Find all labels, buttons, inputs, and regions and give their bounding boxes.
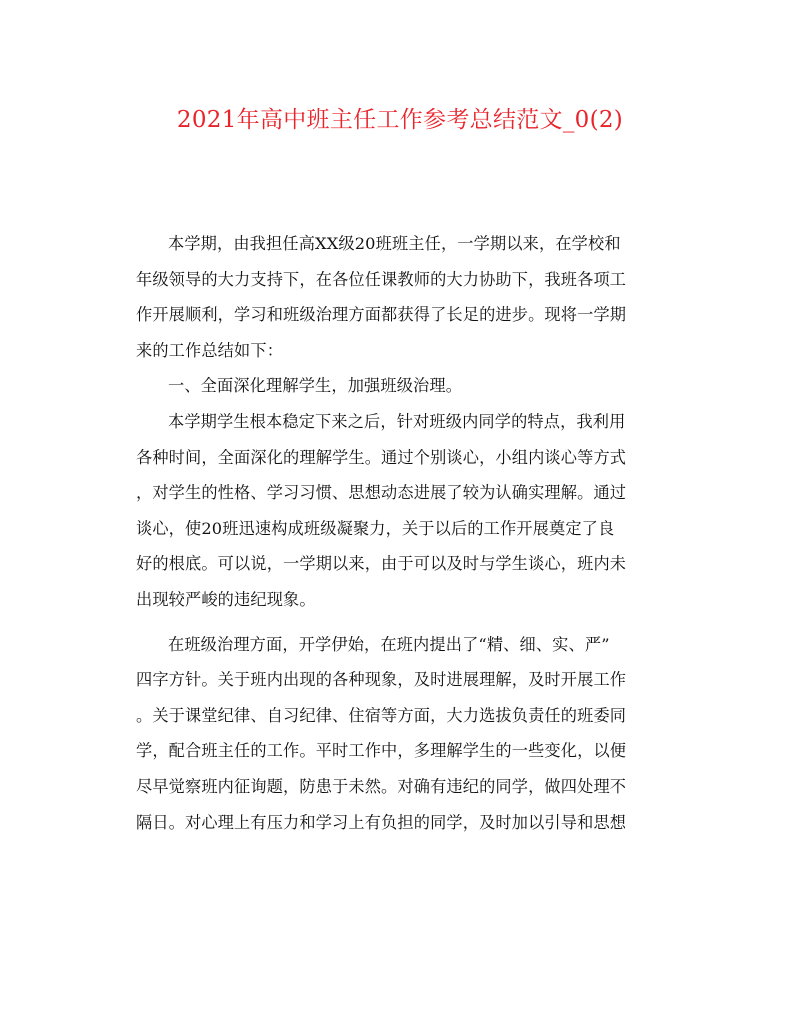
text-line: 尽早觉察班内征询题，防患于未然。对确有违纪的同学，做四处理不 bbox=[136, 776, 627, 796]
text-line: 各种时间，全面深化的理解学生。通过个别谈心，小组内谈心等方式 bbox=[136, 447, 627, 467]
text-line: 一、全面深化理解学生，加强班级治理。 bbox=[168, 376, 463, 396]
text-line: 作开展顺利，学习和班级治理方面都获得了长足的进步。现将一学期 bbox=[136, 305, 627, 325]
text-line: 来的工作总结如下： bbox=[136, 340, 284, 360]
text-line: 在班级治理方面，开学伊始，在班内提出了“精、细、实、严” bbox=[168, 634, 610, 654]
paragraph bbox=[136, 627, 656, 841]
paragraph-spacer bbox=[136, 618, 656, 627]
section-heading bbox=[136, 368, 656, 404]
paragraph bbox=[136, 404, 656, 618]
text-line: 四字方针。关于班内出现的各种现象，及时进展理解，及时开展工作 bbox=[136, 670, 627, 690]
text-line: 好的根底。可以说，一学期以来，由于可以及时与学生谈心，班内未 bbox=[136, 554, 627, 574]
document-body bbox=[136, 226, 656, 840]
text-line: 本学期学生根本稳定下来之后，针对班级内同学的特点，我利用 bbox=[168, 411, 626, 431]
text-line: 学，配合班主任的工作。平时工作中，多理解学生的一些变化，以便 bbox=[136, 741, 627, 761]
text-line: 年级领导的大力支持下，在各位任课教师的大力协助下，我班各项工 bbox=[136, 269, 627, 289]
text-line: 本学期，由我担任高XX级20班班主任，一学期以来，在学校和 bbox=[168, 234, 621, 253]
text-line: 出现较严峻的违纪现象。 bbox=[136, 589, 316, 609]
text-line: 谈心，使20班迅速构成班级凝聚力，关于以后的工作开展奠定了良 bbox=[136, 518, 615, 538]
paragraph bbox=[136, 226, 656, 368]
document-title: 2021年高中班主任工作参考总结范文_0(2) bbox=[176, 107, 624, 133]
text-line: 。关于课堂纪律、自习纪律、住宿等方面，大力选拔负责任的班委同 bbox=[136, 705, 627, 725]
text-line: 隔日。对心理上有压力和学习上有负担的同学，及时加以引导和思想 bbox=[136, 812, 627, 832]
text-line: ，对学生的性格、学习习惯、思想动态进展了较为认确实理解。通过 bbox=[136, 483, 627, 503]
